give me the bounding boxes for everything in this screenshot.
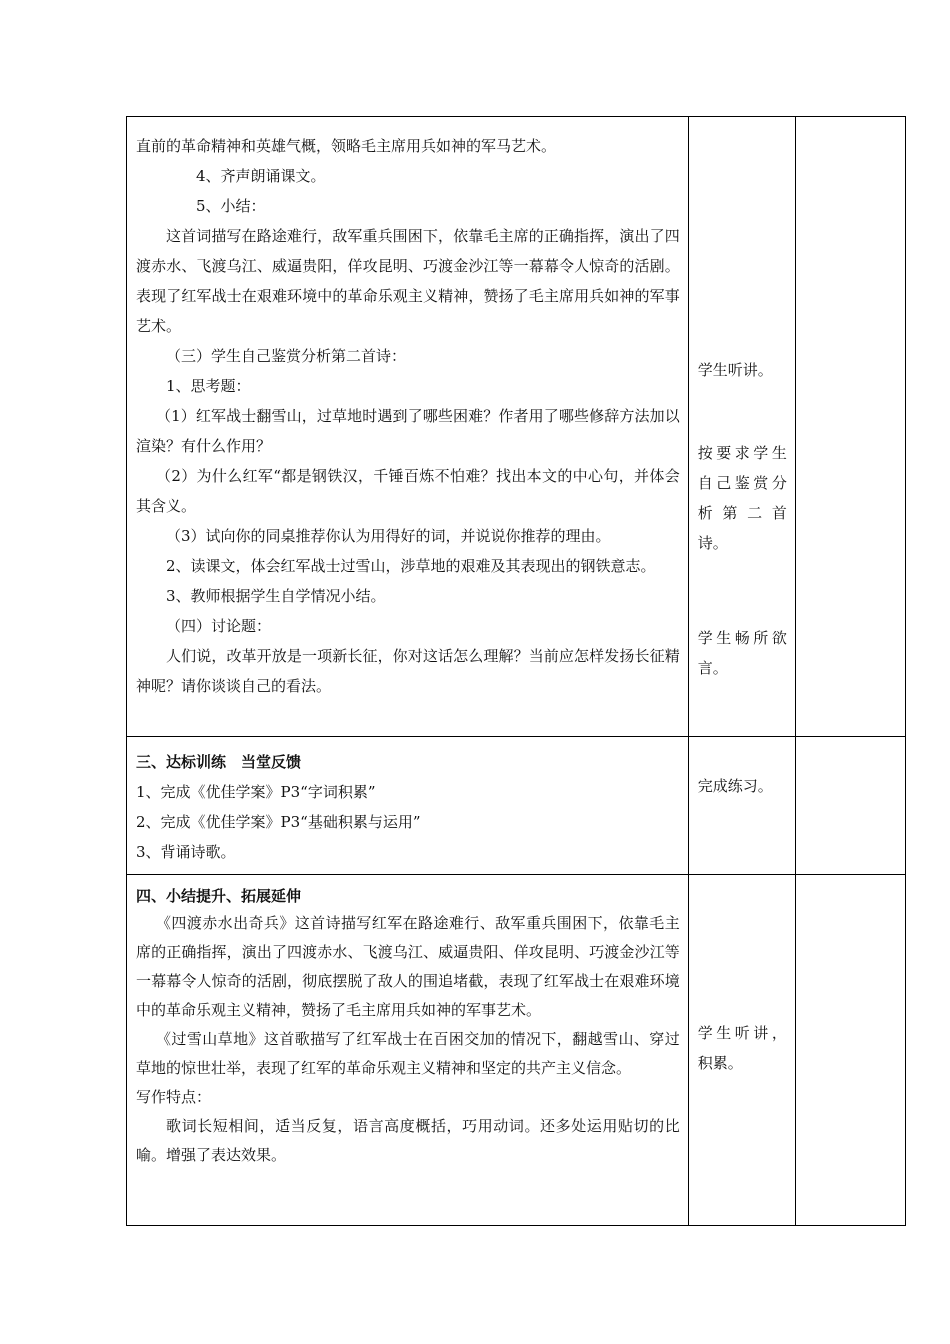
section-heading: 三、达标训练 当堂反馈 xyxy=(136,753,302,771)
text-line: 3、教师根据学生自学情况小结。 xyxy=(166,587,386,605)
teaching-content-cell xyxy=(127,117,689,737)
summary-content-cell xyxy=(127,875,689,1226)
feature-paragraph: 歌词长短相间，适当反复，语言高度概括，巧用动词。还多处运用贴切的比喻。增强了表达效果。 xyxy=(136,1117,680,1164)
note-cell xyxy=(795,117,905,737)
student-activity-text: 学生畅所欲言。 xyxy=(697,629,787,677)
table-row-practice xyxy=(127,737,906,875)
note-cell xyxy=(795,875,905,1226)
text-line: 1、思考题： xyxy=(166,377,251,395)
student-activity-text: 完成练习。 xyxy=(697,777,773,795)
student-activity-cell xyxy=(688,117,795,737)
text-paragraph: 2、读课文，体会红军战士过雪山，涉草地的艰难及其表现出的钢铁意志。 xyxy=(166,557,656,575)
student-activity-text: 学生听讲。 xyxy=(697,361,773,379)
text-line: 4、齐声朗诵课文。 xyxy=(196,167,326,185)
discussion-paragraph: 人们说，改革开放是一项新长征，你对这话怎么理解？当前应怎样发扬长征精神呢？请你谈谈自己的看法。 xyxy=(136,647,680,695)
question-paragraph: （3）试向你的同桌推荐你认为用得好的词，并说说你推荐的理由。 xyxy=(166,527,611,545)
text-line: 5、小结： xyxy=(196,197,266,215)
summary-paragraph: 《四渡赤水出奇兵》这首诗描写红军在路途难行、敌军重兵围困下，依靠毛主席的正确指挥，演出了四渡赤水、飞渡乌江、威逼贵阳、佯攻昆明、巧渡金沙江等一幕幕令人惊奇的活剧，彻底摆脱了敌人的围追堵截，表现了红军战士在艰难环境中的革命乐观主义精神，赞扬了毛主席用兵如神的军事艺术。 xyxy=(136,914,680,1019)
section-title: （四）讨论题： xyxy=(166,617,272,635)
lesson-plan-table xyxy=(126,116,906,1226)
table-row-summary xyxy=(127,875,906,1226)
summary-paragraph: 《过雪山草地》这首歌描写了红军战士在百困交加的情况下，翻越雪山、穿过草地的惊世壮举，表现了红军的革命乐观主义精神和坚定的共产主义信念。 xyxy=(136,1030,680,1077)
section-heading: 四、小结提升、拓展延伸 xyxy=(136,887,302,905)
question-paragraph: （1）红军战士翻雪山，过草地时遇到了哪些困难？作者用了哪些修辞方法加以渲染？有什么作用？ xyxy=(136,407,680,455)
table-row-teaching xyxy=(127,117,906,737)
text-line: 直前的革命精神和英雄气概，领略毛主席用兵如神的军马艺术。 xyxy=(136,137,557,155)
question-paragraph: （2）为什么红军“都是钢铁汉，千锤百炼不怕难？找出本文的中心句，并体会其含义。 xyxy=(136,467,680,515)
section-title: （三）学生自己鉴赏分析第二首诗： xyxy=(166,347,407,365)
list-item: 2、完成《优佳学案》P3“基础积累与运用” xyxy=(136,813,421,831)
student-activity-cell xyxy=(688,737,795,875)
note-cell xyxy=(795,737,905,875)
summary-paragraph: 这首词描写在路途难行，敌军重兵围困下，依靠毛主席的正确指挥，演出了四渡赤水、飞渡乌江、威逼贵阳，佯攻昆明、巧渡金沙江等一幕幕令人惊奇的活剧。表现了红军战士在艰难环境中的革命乐观主义精神，赞扬了毛主席用兵如神的军事艺术。 xyxy=(136,227,680,335)
list-item: 3、背诵诗歌。 xyxy=(136,843,236,861)
student-activity-text: 按要求学生自己鉴赏分析第二首诗。 xyxy=(697,444,787,552)
student-activity-text: 学生听讲，积累。 xyxy=(697,1024,787,1072)
student-activity-cell xyxy=(688,875,795,1226)
list-item: 1、完成《优佳学案》P3“字词积累” xyxy=(136,783,376,801)
feature-label: 写作特点： xyxy=(136,1088,212,1106)
practice-content-cell xyxy=(127,737,689,875)
